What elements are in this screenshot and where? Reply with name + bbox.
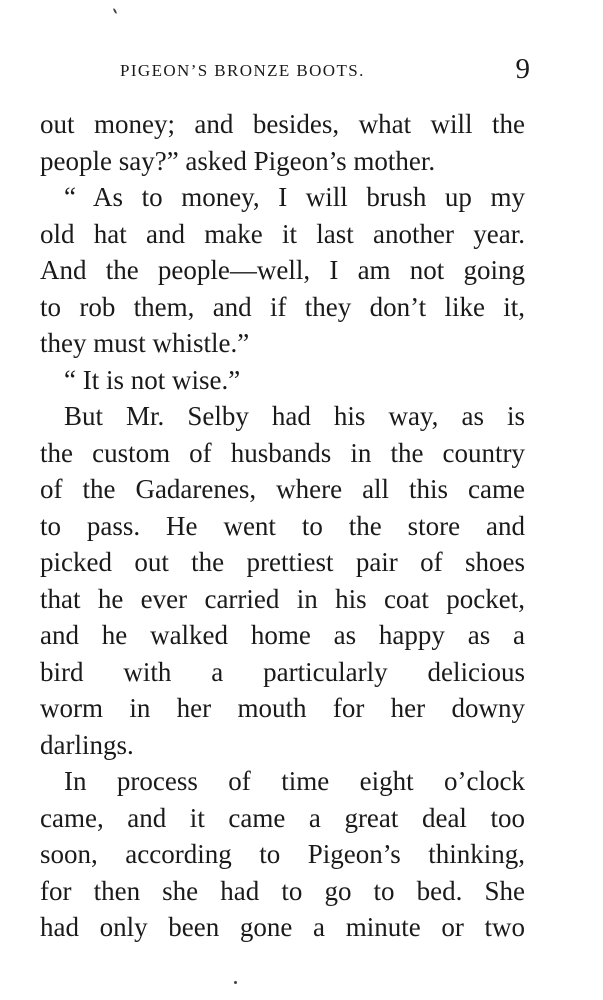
body-text <box>40 106 525 946</box>
text-line: for then she had to go to bed. She <box>40 875 525 906</box>
text-line: bird with a particularly delicious <box>40 656 525 687</box>
text-line: But Mr. Selby had his way, as is <box>64 401 525 431</box>
text-line: had only been gone a minute or two <box>40 912 525 942</box>
text-line: people say?” asked Pigeon’s mother. <box>40 145 436 176</box>
text-line: to rob them, and if they don’t like it, <box>40 291 525 322</box>
text-line: And the people—well, I am not going <box>40 255 525 285</box>
text-line: the custom of husbands in the country <box>40 437 525 468</box>
text-line: to pass. He went to the store and <box>40 510 525 541</box>
page-number: 9 <box>515 53 530 85</box>
text-line: and he walked home as happy as a <box>40 620 525 650</box>
print-speck-mark <box>234 981 237 984</box>
text-line: worm in her mouth for her downy <box>40 693 525 723</box>
text-line: that he ever carried in his coat pocket, <box>40 583 525 614</box>
text-line: picked out the prettiest pair of shoes <box>40 547 525 577</box>
print-speck-mark <box>113 8 118 14</box>
text-line: darlings. <box>40 729 134 760</box>
text-line: of the Gadarenes, where all this came <box>40 474 525 504</box>
page-header <box>120 53 530 87</box>
text-line: old hat and make it last another year. <box>40 218 525 249</box>
text-line: out money; and besides, what will the <box>40 109 525 139</box>
text-line: soon, according to Pigeon’s thinking, <box>40 839 525 869</box>
text-line: In process of time eight o’clock <box>64 766 525 796</box>
text-line: “ As to money, I will brush up my <box>64 182 525 212</box>
text-line: came, and it came a great deal too <box>40 802 525 833</box>
running-title: PIGEON’S BRONZE BOOTS. <box>120 61 365 80</box>
text-line: “ It is not wise.” <box>64 364 241 395</box>
text-line: they must whistle.” <box>40 328 250 358</box>
